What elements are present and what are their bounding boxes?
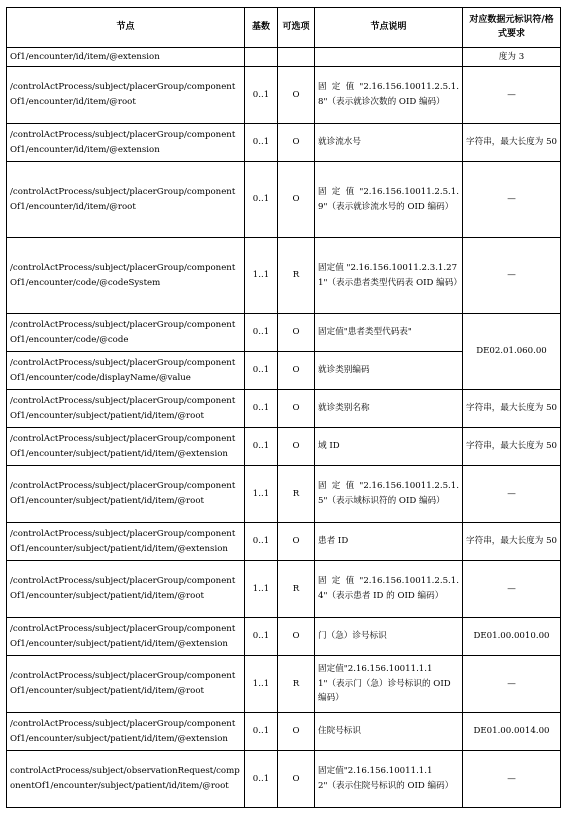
optionality: O <box>278 390 315 428</box>
node-description: 固 定 值 "2.16.156.10011.2.5.1.4"（表示患者 ID 的 OID 编码） <box>315 561 463 618</box>
optionality: R <box>278 561 315 618</box>
node-description: 患者 ID <box>315 523 463 561</box>
table-row <box>7 162 561 238</box>
cardinality: 0..1 <box>245 390 278 428</box>
node-path: /controlActProcess/subject/placerGroup/componentOf1/encounter/subject/patient/id/item/@root <box>7 466 245 523</box>
format-requirement: 度为 3 <box>463 48 561 67</box>
node-path: /controlActProcess/subject/placerGroup/componentOf1/encounter/subject/patient/id/item/@root <box>7 656 245 713</box>
format-requirement: 字符串，最大长度为 50 <box>463 428 561 466</box>
table-row <box>7 67 561 124</box>
optionality: R <box>278 466 315 523</box>
format-requirement: — <box>463 561 561 618</box>
node-description: 域 ID <box>315 428 463 466</box>
node-path: /controlActProcess/subject/placerGroup/componentOf1/encounter/subject/patient/id/item/@root <box>7 390 245 428</box>
format-requirement: 字符串，最大长度为 50 <box>463 390 561 428</box>
optionality: O <box>278 751 315 808</box>
table-row <box>7 124 561 162</box>
header-node: 节点 <box>7 8 245 48</box>
cardinality: 0..1 <box>245 713 278 751</box>
cardinality: 0..1 <box>245 124 278 162</box>
node-description <box>315 48 463 67</box>
cardinality: 1..1 <box>245 656 278 713</box>
node-path: /controlActProcess/subject/placerGroup/componentOf1/encounter/subject/patient/id/item/@extension <box>7 713 245 751</box>
optionality: R <box>278 238 315 314</box>
format-requirement: DE01.00.0010.00 <box>463 618 561 656</box>
node-path: /controlActProcess/subject/placerGroup/componentOf1/encounter/id/item/@root <box>7 162 245 238</box>
node-description: 就诊流水号 <box>315 124 463 162</box>
optionality <box>278 48 315 67</box>
table-row <box>7 561 561 618</box>
optionality: O <box>278 162 315 238</box>
optionality: O <box>278 314 315 352</box>
node-path: Of1/encounter/id/item/@extension <box>7 48 245 67</box>
format-requirement: — <box>463 656 561 713</box>
node-path: /controlActProcess/subject/placerGroup/componentOf1/encounter/subject/patient/id/item/@extension <box>7 428 245 466</box>
header-format: 对应数据元标识符/格式要求 <box>463 8 561 48</box>
node-path: /controlActProcess/subject/placerGroup/componentOf1/encounter/code/displayName/@value <box>7 352 245 390</box>
node-description: 门（急）诊号标识 <box>315 618 463 656</box>
node-path: /controlActProcess/subject/placerGroup/componentOf1/encounter/subject/patient/id/item/@extension <box>7 523 245 561</box>
cardinality: 0..1 <box>245 67 278 124</box>
optionality: O <box>278 618 315 656</box>
table-row <box>7 751 561 808</box>
format-requirement: — <box>463 238 561 314</box>
optionality: O <box>278 523 315 561</box>
node-path: /controlActProcess/subject/placerGroup/componentOf1/encounter/subject/patient/id/item/@extension <box>7 618 245 656</box>
optionality: O <box>278 352 315 390</box>
cardinality: 1..1 <box>245 561 278 618</box>
node-description: 固 定 值 "2.16.156.10011.2.5.1.8"（表示就诊次数的 OID 编码） <box>315 67 463 124</box>
cardinality: 0..1 <box>245 751 278 808</box>
table-row <box>7 428 561 466</box>
header-description: 节点说明 <box>315 8 463 48</box>
header-cardinality: 基数 <box>245 8 278 48</box>
node-description: 固定值"患者类型代码表" <box>315 314 463 352</box>
node-path: /controlActProcess/subject/placerGroup/componentOf1/encounter/code/@codeSystem <box>7 238 245 314</box>
cardinality: 0..1 <box>245 523 278 561</box>
node-path: /controlActProcess/subject/placerGroup/componentOf1/encounter/id/item/@root <box>7 67 245 124</box>
table-row <box>7 238 561 314</box>
node-path: /controlActProcess/subject/placerGroup/componentOf1/encounter/code/@code <box>7 314 245 352</box>
format-requirement: — <box>463 751 561 808</box>
cardinality: 1..1 <box>245 238 278 314</box>
header-optional: 可选项 <box>278 8 315 48</box>
cardinality: 1..1 <box>245 466 278 523</box>
table-row <box>7 466 561 523</box>
format-requirement: 字符串，最大长度为 50 <box>463 124 561 162</box>
table-row <box>7 523 561 561</box>
node-description: 固 定 值 "2.16.156.10011.2.5.1.9"（表示就诊流水号的 OID 编码） <box>315 162 463 238</box>
optionality: O <box>278 67 315 124</box>
table-row <box>7 390 561 428</box>
format-requirement: DE01.00.0014.00 <box>463 713 561 751</box>
node-description: 固定值 "2.16.156.10011.2.3.1.271"（表示患者类型代码表 OID 编码） <box>315 238 463 314</box>
node-description: 固 定 值 "2.16.156.10011.2.5.1.5"（表示域标识符的 OID 编码） <box>315 466 463 523</box>
format-requirement: DE02.01.060.00 <box>463 314 561 390</box>
cardinality: 0..1 <box>245 352 278 390</box>
cardinality <box>245 48 278 67</box>
cardinality: 0..1 <box>245 428 278 466</box>
optionality: O <box>278 713 315 751</box>
node-description: 固定值"2.16.156.10011.1.11"（表示门（急）诊号标识的 OID 编码） <box>315 656 463 713</box>
table-row <box>7 713 561 751</box>
table-row <box>7 314 561 352</box>
table-row <box>7 48 561 67</box>
node-path: /controlActProcess/subject/placerGroup/componentOf1/encounter/id/item/@extension <box>7 124 245 162</box>
optionality: R <box>278 656 315 713</box>
cardinality: 0..1 <box>245 314 278 352</box>
format-requirement: — <box>463 162 561 238</box>
node-description: 固定值"2.16.156.10011.1.12"（表示住院号标识的 OID 编码） <box>315 751 463 808</box>
format-requirement: — <box>463 466 561 523</box>
cardinality: 0..1 <box>245 162 278 238</box>
header-row <box>7 8 561 48</box>
table-row <box>7 656 561 713</box>
node-path: controlActProcess/subject/observationRequest/componentOf1/encounter/subject/patient/id/item/@root <box>7 751 245 808</box>
optionality: O <box>278 428 315 466</box>
node-description: 就诊类别名称 <box>315 390 463 428</box>
node-description: 住院号标识 <box>315 713 463 751</box>
node-path: /controlActProcess/subject/placerGroup/componentOf1/encounter/subject/patient/id/item/@root <box>7 561 245 618</box>
format-requirement: 字符串，最大长度为 50 <box>463 523 561 561</box>
optionality: O <box>278 124 315 162</box>
table-row <box>7 618 561 656</box>
node-spec-table <box>6 7 561 808</box>
cardinality: 0..1 <box>245 618 278 656</box>
format-requirement: — <box>463 67 561 124</box>
node-description: 就诊类别编码 <box>315 352 463 390</box>
